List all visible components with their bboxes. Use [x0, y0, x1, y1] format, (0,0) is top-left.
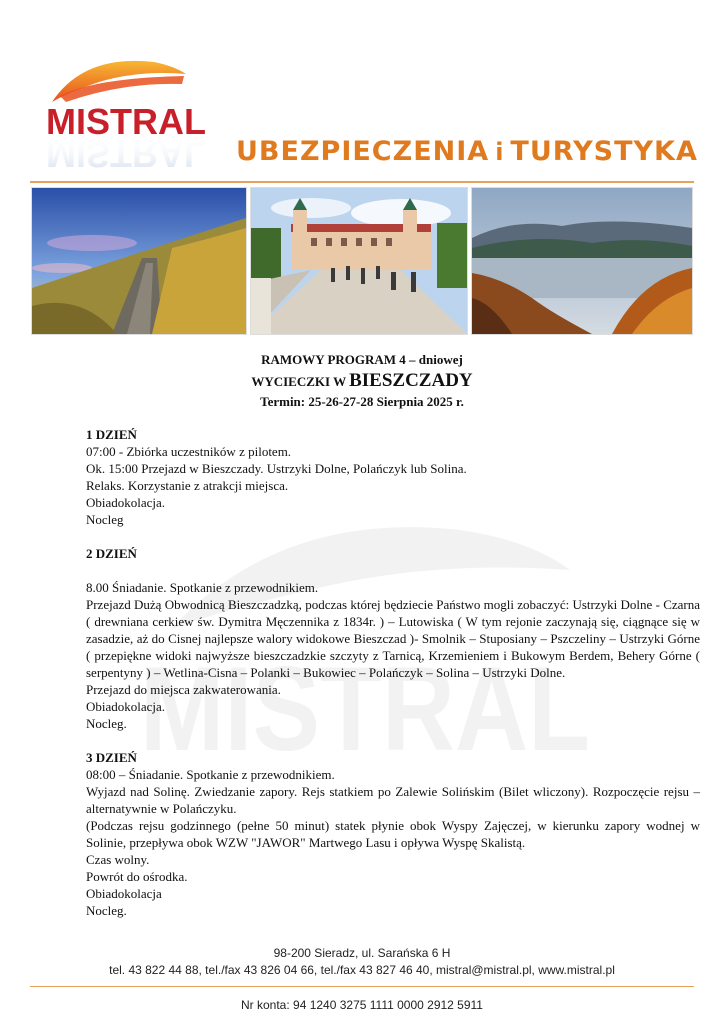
- day-2-title: 2 DZIEŃ: [86, 546, 137, 561]
- program-title: RAMOWY PROGRAM 4 – dniowej: [261, 352, 463, 367]
- day-1-line: Ok. 15:00 Przejazd w Bieszczady. Ustrzyki Dolne, Polańczyk lub Solina.: [86, 461, 467, 476]
- day-2-line: 8.00 Śniadanie. Spotkanie z przewodnikiem.: [86, 580, 319, 595]
- day-3-line: Obiadokolacja: [86, 886, 162, 901]
- day-1-line: Relaks. Korzystanie z atrakcji miejsca.: [86, 478, 289, 493]
- day-3-line: 08:00 – Śniadanie. Spotkanie z przewodnikiem.: [86, 767, 335, 782]
- watermark-text: MISTRAL: [140, 642, 590, 776]
- footer-account: Nr konta: 94 1240 3275 1111 0000 2912 5911: [241, 998, 483, 1012]
- footer-address: 98-200 Sieradz, ul. Sarańska 6 H: [273, 946, 451, 960]
- footer-contact: tel. 43 822 44 88, tel./fax 43 826 04 66, tel./fax 43 827 46 40, mistral@mistral.pl, www.mistral.pl: [109, 963, 615, 977]
- trip-title-prefix: WYCIECZKI W: [251, 374, 350, 389]
- day-3-line: Nocleg.: [86, 903, 127, 918]
- trip-dates: Termin: 25-26-27-28 Sierpnia 2025 r.: [260, 394, 464, 409]
- footer-divider: [30, 986, 694, 987]
- day-2-line: Nocleg.: [86, 716, 127, 731]
- company-tagline: [236, 136, 698, 167]
- day-1-title: 1 DZIEŃ: [86, 427, 137, 442]
- day-2-line: Przejazd do miejsca zakwaterowania.: [86, 682, 281, 697]
- stairs-hill-photo: [32, 188, 246, 334]
- day-2-route-paragraph: Przejazd Dużą Obwodnicą Bieszczadzką, podczas której będziecie Państwo mogli zobaczyć: Ustrzyki Dolne - Czarna ( drewniana cerkiew św. Dymitra Męczennika z 1834r. ) – Lutowiska ( W tym rejonie zaczynają się, ciągnące się w zasadzie, aż do Cisnej najlepsze walory widokowe Bieszczad )- Smolnik – Stuposiany – Pszczeliny – Ustrzyki Górne ( przepiękne widoki najwyższe bieszczadzkie szczyty z Tarnicą, Krzemieniem i Bukowym Berdem, Behery Górne ( serpentyny ) – Wetlina-Cisna – Polanki – Bukowiec – Polańczyk – Solina – Ustrzyki Dolne.: [86, 597, 700, 680]
- logo-reflection: MISTRAL: [46, 134, 206, 172]
- day-1-line: Obiadokolacja.: [86, 495, 166, 510]
- mistral-logo: [44, 52, 216, 172]
- day-3-line: Czas wolny.: [86, 852, 150, 867]
- header-divider: [30, 181, 694, 183]
- tagline-i: i: [495, 138, 505, 166]
- day-3-line: Powrót do ośrodka.: [86, 869, 188, 884]
- day-3-cruise-paragraph: (Podczas rejsu godzinnego (pełne 50 minut) statek płynie obok Wyspy Zajęczej, w kierunku zapory wodnej w Solinie, przepływa obok WZW "JAWOR" Martwego Lasu i opływa Wyspę Skalistą.: [86, 818, 700, 850]
- day-2-line: Obiadokolacja.: [86, 699, 166, 714]
- lake-solina-photo: [472, 188, 692, 334]
- logo-text: MISTRAL: [46, 101, 206, 142]
- palace-lancut-photo: [251, 188, 467, 334]
- tagline-part2: TURYSTYKA: [510, 136, 698, 167]
- tagline-part1: UBEZPIECZENIA: [236, 136, 490, 167]
- program-content: [86, 426, 700, 919]
- day-3-paragraph: Wyjazd nad Solinę. Zwiedzanie zapory. Rejs statkiem po Zalewie Solińskim (Bilet wliczony). Rozpoczęcie rejsu – alternatywnie w Polańczyku.: [86, 784, 700, 816]
- day-3-title: 3 DZIEŃ: [86, 750, 137, 765]
- trip-title: [0, 370, 724, 392]
- trip-destination: BIESZCZADY: [349, 370, 473, 391]
- day-1-line: Nocleg: [86, 512, 124, 527]
- day-1-line: 07:00 - Zbiórka uczestników z pilotem.: [86, 444, 292, 459]
